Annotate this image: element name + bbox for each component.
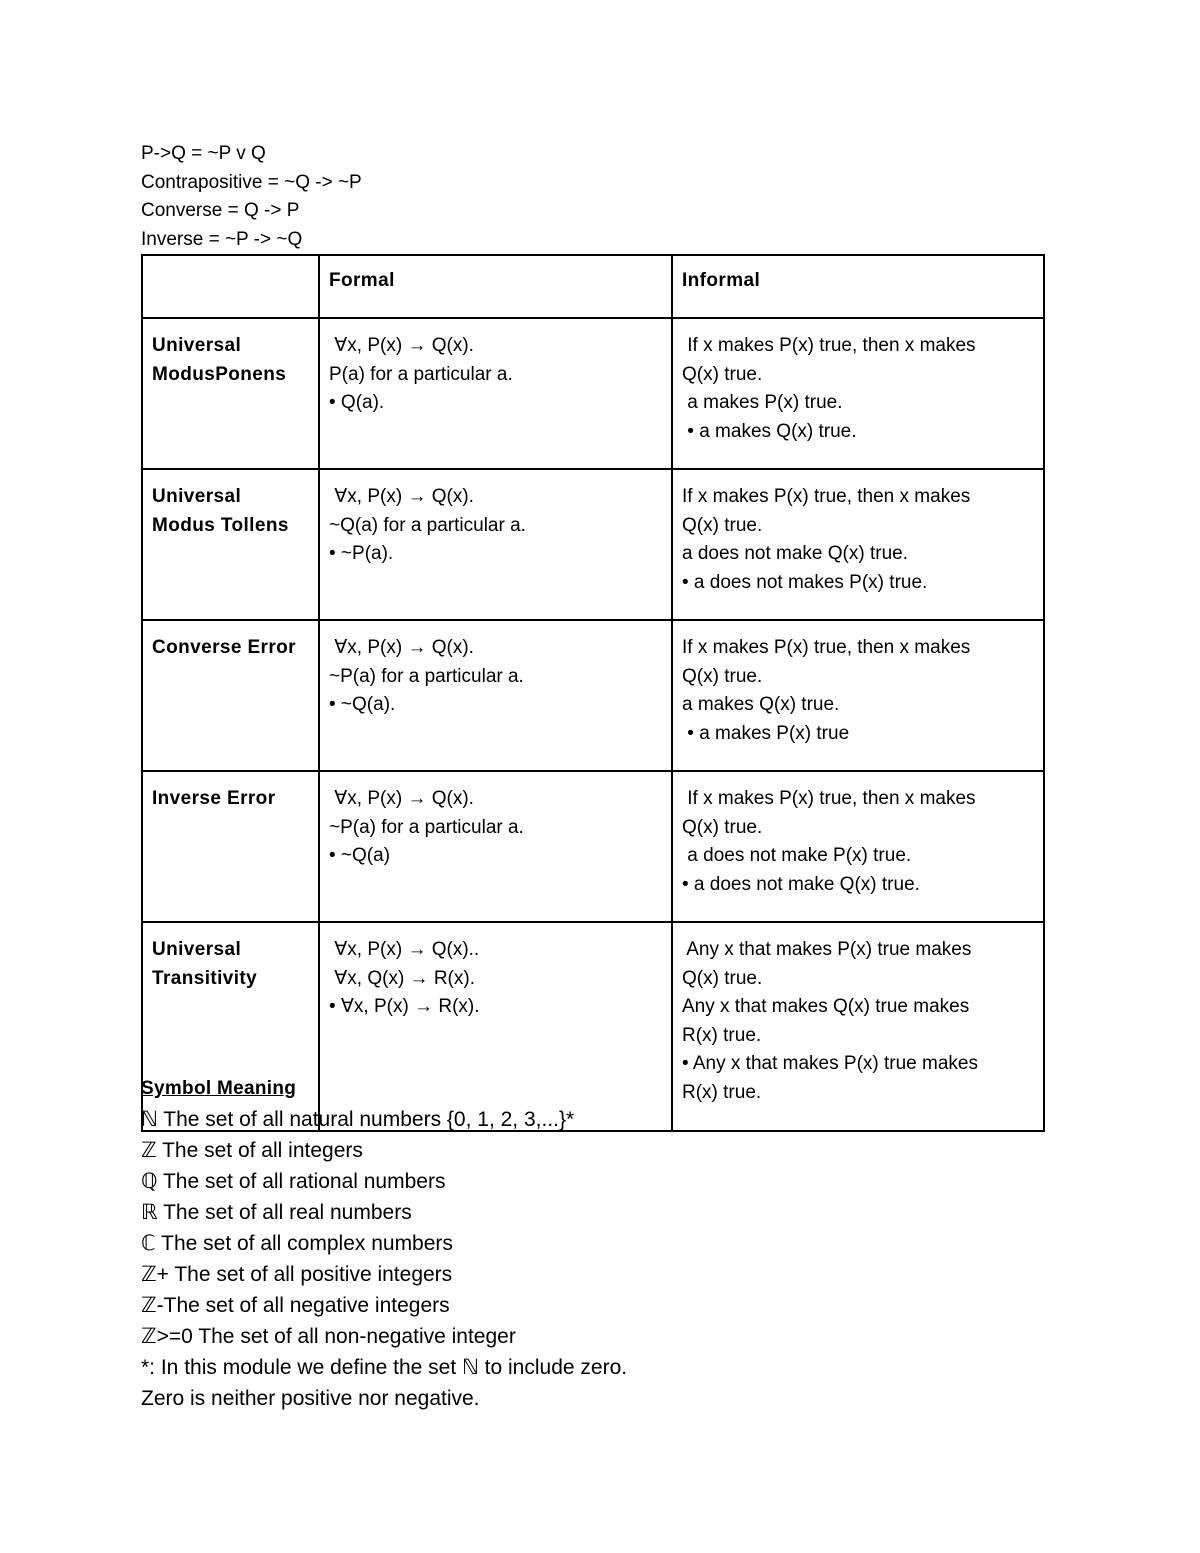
rule-name-cell	[142, 318, 319, 469]
informal-line: Any x that makes Q(x) true makes	[682, 996, 970, 1017]
informal-cell	[672, 620, 1044, 771]
rule-name-line: Modus Tollens	[152, 514, 289, 536]
rule-name-line: Transitivity	[152, 967, 258, 989]
inference-rules-table	[141, 254, 1045, 1132]
informal-line: Any x that makes P(x) true makes	[682, 939, 972, 960]
rule-name-line: Universal	[152, 939, 242, 960]
rule-name-line: Converse Error	[152, 637, 296, 658]
informal-line: a does not make P(x) true.	[682, 845, 912, 866]
informal-line: Q(x) true.	[682, 816, 763, 838]
formal-line: • ~P(a).	[329, 543, 394, 564]
informal-cell	[672, 922, 1044, 1131]
symbol-meaning-title: Symbol Meaning	[141, 1078, 297, 1099]
symbol-line-complex: ℂ The set of all complex numbers	[141, 1232, 453, 1255]
symbol-meaning-section	[141, 1073, 627, 1414]
informal-line: Q(x) true.	[682, 514, 763, 536]
formal-cell	[319, 620, 672, 771]
formal-line: ~P(a) for a particular a.	[329, 816, 524, 838]
formal-line: • ∀x, P(x) → R(x).	[329, 996, 480, 1017]
formal-line: ∀x, P(x) → Q(x).	[329, 637, 474, 658]
rule-name-cell	[142, 771, 319, 922]
formal-cell	[319, 771, 672, 922]
formal-line: ∀x, P(x) → Q(x).	[329, 486, 474, 507]
note-zero: Zero is neither positive nor negative.	[141, 1387, 480, 1410]
formal-line: ~Q(a) for a particular a.	[329, 514, 526, 536]
informal-line: • a does not make Q(x) true.	[682, 873, 920, 895]
definitions-block	[141, 140, 362, 254]
symbol-line-nonnegative-integers: ℤ>=0 The set of all non-negative integer	[141, 1325, 516, 1348]
informal-cell	[672, 771, 1044, 922]
table-header-row	[142, 255, 1044, 318]
rule-name-line: Inverse Error	[152, 788, 276, 809]
rule-name-cell	[142, 469, 319, 620]
formal-line: • ~Q(a)	[329, 845, 391, 866]
informal-line: • a does not makes P(x) true.	[682, 571, 928, 593]
formal-line: P(a) for a particular a.	[329, 363, 513, 385]
informal-line: a does not make Q(x) true.	[682, 543, 908, 564]
rule-name-line: Universal	[152, 486, 242, 507]
rule-name-line: Universal	[152, 335, 242, 356]
definition-converse: Converse = Q -> P	[141, 200, 300, 221]
informal-cell	[672, 318, 1044, 469]
informal-line: Q(x) true.	[682, 665, 763, 687]
symbol-line-rationals: ℚ The set of all rational numbers	[141, 1170, 446, 1193]
header-informal: Informal	[672, 255, 1044, 318]
symbol-line-integers: ℤ The set of all integers	[141, 1139, 363, 1162]
informal-line: If x makes P(x) true, then x makes	[682, 637, 971, 658]
informal-line: If x makes P(x) true, then x makes	[682, 788, 976, 809]
formal-line: ~P(a) for a particular a.	[329, 665, 524, 687]
symbol-line-negative-integers: ℤ-The set of all negative integers	[141, 1294, 450, 1317]
footnote-natural-zero: *: In this module we define the set ℕ to include zero.	[141, 1356, 628, 1379]
definition-implication: P->Q = ~P v Q	[141, 143, 266, 164]
table-row-universal-modus-ponens	[142, 318, 1044, 469]
informal-line: a makes P(x) true.	[682, 392, 843, 413]
formal-cell	[319, 318, 672, 469]
formal-line: • Q(a).	[329, 392, 385, 413]
informal-line: R(x) true.	[682, 1081, 762, 1103]
informal-line: If x makes P(x) true, then x makes	[682, 335, 976, 356]
formal-line: ∀x, P(x) → Q(x).	[329, 788, 474, 809]
header-cell-empty	[142, 255, 319, 318]
symbol-line-naturals: ℕ The set of all natural numbers {0, 1, 2, 3,...}*	[141, 1108, 575, 1131]
table-row-inverse-error	[142, 771, 1044, 922]
informal-line: Q(x) true.	[682, 967, 763, 989]
table-row-converse-error	[142, 620, 1044, 771]
informal-line: Q(x) true.	[682, 363, 763, 385]
formal-line: • ~Q(a).	[329, 694, 396, 715]
informal-cell	[672, 469, 1044, 620]
informal-line: • a makes P(x) true	[682, 722, 850, 744]
table-row-universal-modus-tollens	[142, 469, 1044, 620]
formal-cell	[319, 469, 672, 620]
informal-line: If x makes P(x) true, then x makes	[682, 486, 971, 507]
rule-name-cell	[142, 620, 319, 771]
symbol-line-positive-integers: ℤ+ The set of all positive integers	[141, 1263, 453, 1286]
rule-name-line: ModusPonens	[152, 363, 287, 385]
formal-line: ∀x, P(x) → Q(x)..	[329, 939, 480, 960]
header-formal: Formal	[319, 255, 672, 318]
informal-line: • a makes Q(x) true.	[682, 420, 857, 442]
formal-line: ∀x, Q(x) → R(x).	[329, 967, 475, 989]
definition-contrapositive: Contrapositive = ~Q -> ~P	[141, 171, 362, 193]
informal-line: R(x) true.	[682, 1024, 762, 1046]
informal-line: • Any x that makes P(x) true makes	[682, 1053, 978, 1074]
symbol-line-reals: ℝ The set of all real numbers	[141, 1201, 412, 1224]
formal-line: ∀x, P(x) → Q(x).	[329, 335, 474, 356]
definition-inverse: Inverse = ~P -> ~Q	[141, 228, 303, 250]
informal-line: a makes Q(x) true.	[682, 694, 840, 715]
